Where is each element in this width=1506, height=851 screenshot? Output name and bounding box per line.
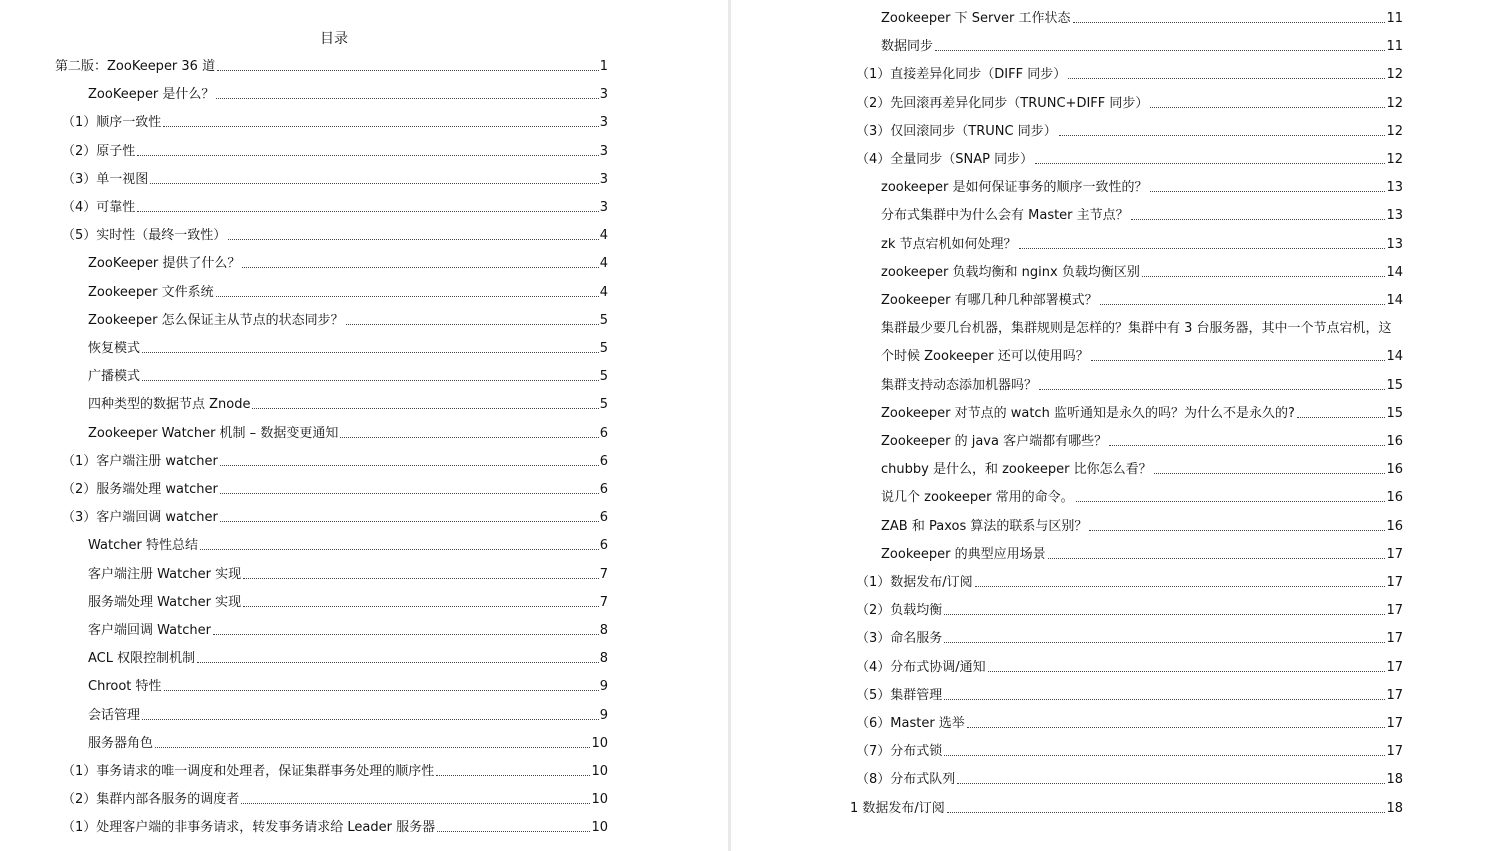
toc-entry-text: Zookeeper Watcher 机制 – 数据变更通知 bbox=[88, 425, 339, 441]
toc-page-number: 5 bbox=[599, 341, 608, 356]
toc-page-number: 17 bbox=[1386, 744, 1403, 760]
toc-entry[interactable] bbox=[850, 800, 1403, 818]
toc-entry[interactable] bbox=[88, 678, 608, 696]
toc-entry[interactable] bbox=[88, 425, 608, 443]
toc-entry[interactable] bbox=[856, 743, 1403, 761]
toc-dot-leader bbox=[252, 408, 598, 409]
toc-dot-leader bbox=[142, 719, 599, 720]
toc-entry[interactable] bbox=[88, 86, 608, 104]
toc-entry-text: ZooKeeper 是什么？ bbox=[88, 87, 215, 103]
toc-entry-text: zookeeper 是如何保证事务的顺序一致性的？ bbox=[881, 180, 1148, 196]
toc-page-number: 9 bbox=[599, 679, 608, 695]
toc-entry-text: （1）数据发布/订阅 bbox=[856, 575, 973, 590]
toc-entry-text: （2）集群内部各服务的调度者 bbox=[62, 792, 240, 808]
toc-dot-leader bbox=[242, 267, 598, 268]
toc-entry[interactable] bbox=[88, 255, 608, 273]
toc-entry[interactable] bbox=[62, 791, 608, 809]
toc-entry[interactable] bbox=[881, 377, 1403, 395]
toc-entry-text: （4）分布式协调/通知 bbox=[856, 659, 986, 675]
toc-entry[interactable] bbox=[856, 574, 1403, 592]
toc-entry-text: （3）命名服务 bbox=[856, 631, 943, 647]
toc-page-number: 10 bbox=[591, 764, 608, 779]
toc-dot-leader bbox=[213, 634, 599, 635]
toc-dot-leader bbox=[988, 671, 1386, 672]
toc-entry[interactable] bbox=[88, 396, 608, 414]
toc-dot-leader bbox=[1048, 558, 1386, 559]
toc-page-number: 5 bbox=[599, 369, 608, 385]
toc-page-number: 4 bbox=[599, 256, 608, 272]
toc-page-number: 8 bbox=[599, 651, 608, 667]
toc-entry[interactable] bbox=[856, 602, 1403, 620]
toc-entry[interactable] bbox=[62, 509, 608, 527]
toc-entry[interactable] bbox=[88, 622, 608, 640]
toc-entry[interactable] bbox=[881, 433, 1403, 451]
toc-page-number: 8 bbox=[599, 623, 608, 638]
toc-entry-text: （4）可靠性 bbox=[62, 200, 136, 215]
toc-page-number: 15 bbox=[1386, 405, 1403, 421]
toc-page-number: 12 bbox=[1386, 123, 1403, 139]
toc-entry-text: （2）先回滚再差异化同步（TRUNC+DIFF 同步） bbox=[856, 95, 1149, 111]
toc-dot-leader bbox=[1019, 248, 1386, 249]
toc-entry[interactable] bbox=[856, 659, 1403, 677]
toc-page-number: 14 bbox=[1386, 349, 1403, 365]
toc-entry-text: Watcher 特性总结 bbox=[88, 538, 198, 554]
toc-dot-leader bbox=[935, 50, 1385, 51]
toc-entry[interactable] bbox=[881, 405, 1403, 423]
toc-page-number: 12 bbox=[1386, 95, 1403, 111]
toc-entry[interactable] bbox=[88, 735, 608, 753]
toc-entry[interactable] bbox=[88, 650, 608, 668]
toc-page-number: 17 bbox=[1386, 575, 1403, 590]
toc-page-number: 17 bbox=[1386, 546, 1403, 562]
toc-page-number: 6 bbox=[599, 453, 608, 469]
toc-entry[interactable] bbox=[88, 537, 608, 555]
toc-entry-text: 服务端处理 Watcher 实现 bbox=[88, 594, 242, 610]
toc-entry-text: 四种类型的数据节点 Znode bbox=[88, 397, 251, 413]
toc-entry-text: （2）服务端处理 watcher bbox=[62, 482, 218, 497]
toc-entry[interactable] bbox=[62, 227, 608, 245]
toc-page-number: 4 bbox=[599, 284, 608, 300]
toc-entry[interactable] bbox=[881, 10, 1403, 28]
toc-page-number: 13 bbox=[1386, 208, 1403, 224]
toc-dot-leader bbox=[1076, 501, 1386, 502]
toc-page-number: 5 bbox=[599, 397, 608, 413]
toc-dot-leader bbox=[220, 493, 599, 494]
toc-entry-text: 会话管理 bbox=[88, 707, 141, 723]
toc-entry[interactable] bbox=[88, 594, 608, 612]
toc-page-number: 3 bbox=[599, 171, 608, 187]
toc-entry-text: 恢复模式 bbox=[88, 341, 141, 356]
toc-page-number: 10 bbox=[591, 735, 608, 751]
toc-page-left bbox=[0, 0, 728, 851]
toc-entry[interactable] bbox=[88, 340, 608, 358]
toc-page-number: 6 bbox=[599, 538, 608, 554]
toc-entry[interactable] bbox=[856, 715, 1403, 733]
toc-entry[interactable] bbox=[881, 489, 1403, 507]
toc-entry-text: （3）仅回滚同步（TRUNC 同步） bbox=[856, 123, 1057, 139]
toc-entry-text: chubby 是什么，和 zookeeper 比你怎么看？ bbox=[881, 462, 1152, 478]
toc-entry[interactable] bbox=[88, 368, 608, 386]
toc-entry-text: （2）负载均衡 bbox=[856, 603, 943, 619]
toc-dot-leader bbox=[947, 812, 1386, 813]
toc-entry-text: （6）Master 选举 bbox=[856, 716, 965, 731]
toc-entry-text: （1）事务请求的唯一调度和处理者，保证集群事务处理的顺序性 bbox=[62, 764, 435, 779]
toc-page-number: 9 bbox=[599, 707, 608, 723]
toc-dot-leader bbox=[142, 380, 599, 381]
toc-dot-leader bbox=[241, 803, 590, 804]
toc-entry[interactable] bbox=[881, 518, 1403, 536]
toc-entry[interactable] bbox=[856, 630, 1403, 648]
toc-dot-leader bbox=[164, 690, 599, 691]
toc-entry-text: Zookeeper 文件系统 bbox=[88, 284, 214, 300]
toc-entry-text: 集群支持动态添加机器吗？ bbox=[881, 377, 1038, 393]
toc-dot-leader bbox=[1068, 78, 1385, 79]
toc-dot-leader bbox=[217, 70, 599, 71]
toc-dot-leader bbox=[137, 155, 598, 156]
toc-dot-leader bbox=[163, 126, 598, 127]
toc-entry[interactable] bbox=[856, 66, 1403, 84]
toc-page-number: 1 bbox=[599, 59, 608, 74]
toc-dot-leader bbox=[437, 831, 590, 832]
toc-dot-leader bbox=[340, 437, 598, 438]
toc-entry-text: 客户端注册 Watcher 实现 bbox=[88, 566, 242, 582]
toc-dot-leader bbox=[944, 642, 1385, 643]
toc-page-number: 3 bbox=[599, 87, 608, 103]
toc-entry[interactable] bbox=[881, 461, 1403, 479]
toc-dot-leader bbox=[967, 727, 1386, 728]
toc-entry-text: （2）原子性 bbox=[62, 143, 136, 159]
toc-dot-leader bbox=[1073, 22, 1386, 23]
toc-entry-text[interactable]: 集群最少要几台机器，集群规则是怎样的？集群中有 3 台服务器，其中一个节点宕机，这 bbox=[881, 321, 1392, 337]
toc-entry-text: ZooKeeper 提供了什么？ bbox=[88, 256, 241, 272]
toc-dot-leader bbox=[944, 699, 1385, 700]
toc-entry-text: Zookeeper 对节点的 watch 监听通知是永久的吗？为什么不是永久的? bbox=[881, 405, 1295, 421]
toc-page-number: 11 bbox=[1386, 39, 1403, 55]
toc-entry-text: 1 数据发布/订阅 bbox=[850, 800, 945, 816]
toc-entry-text: 广播模式 bbox=[88, 369, 141, 385]
toc-entry-text: （1）顺序一致性 bbox=[62, 115, 162, 131]
toc-dot-leader bbox=[1091, 360, 1386, 361]
toc-entry[interactable] bbox=[62, 171, 608, 189]
toc-entry[interactable] bbox=[856, 687, 1403, 705]
toc-page-number: 14 bbox=[1386, 293, 1403, 308]
toc-page-number: 17 bbox=[1386, 687, 1403, 703]
toc-page-number: 3 bbox=[599, 200, 608, 215]
toc-entry-text: Zookeeper 下 Server 工作状态 bbox=[881, 11, 1071, 26]
toc-dot-leader bbox=[957, 783, 1385, 784]
toc-entry-text: 第二版：ZooKeeper 36 道 bbox=[55, 59, 216, 74]
toc-page-number: 16 bbox=[1386, 518, 1403, 534]
toc-entry-text: ZAB 和 Paxos 算法的联系与区别？ bbox=[881, 518, 1088, 534]
toc-entry-text: （1）处理客户端的非事务请求，转发事务请求给 Leader 服务器 bbox=[62, 820, 436, 836]
toc-entry-text: Zookeeper 的典型应用场景 bbox=[881, 546, 1046, 562]
toc-entry[interactable] bbox=[881, 38, 1403, 56]
toc-entry-text: Chroot 特性 bbox=[88, 679, 162, 695]
toc-dot-leader bbox=[150, 183, 598, 184]
toc-dot-leader bbox=[220, 465, 599, 466]
toc-dot-leader bbox=[142, 352, 599, 353]
toc-entry[interactable] bbox=[62, 763, 608, 781]
toc-page-number: 10 bbox=[591, 820, 608, 836]
toc-dot-leader bbox=[137, 211, 598, 212]
toc-entry-text: （3）单一视图 bbox=[62, 171, 149, 187]
toc-page-number: 5 bbox=[599, 312, 608, 328]
toc-entry-text: zk 节点宕机如何处理？ bbox=[881, 236, 1017, 252]
toc-page-number: 17 bbox=[1386, 603, 1403, 619]
toc-entry[interactable] bbox=[62, 143, 608, 161]
toc-page-number: 17 bbox=[1386, 631, 1403, 647]
toc-entry[interactable] bbox=[881, 348, 1403, 366]
toc-entry-text: （7）分布式锁 bbox=[856, 744, 943, 760]
toc-entry[interactable] bbox=[856, 151, 1403, 169]
toc-dot-leader bbox=[197, 662, 599, 663]
toc-dot-leader bbox=[346, 324, 599, 325]
toc-entry-text: （1）直接差异化同步（DIFF 同步） bbox=[856, 67, 1067, 83]
toc-entry[interactable] bbox=[881, 179, 1403, 197]
toc-page-number: 3 bbox=[599, 115, 608, 131]
toc-page-number: 11 bbox=[1386, 11, 1403, 26]
toc-entry[interactable] bbox=[856, 771, 1403, 789]
toc-dot-leader bbox=[1100, 304, 1386, 305]
toc-entry[interactable] bbox=[62, 114, 608, 132]
toc-dot-leader bbox=[1059, 135, 1386, 136]
toc-entry-text: 客户端回调 Watcher bbox=[88, 623, 211, 638]
toc-entry[interactable] bbox=[881, 292, 1403, 310]
toc-page-number: 12 bbox=[1386, 152, 1403, 167]
toc-entry-text: 数据同步 bbox=[881, 39, 934, 55]
toc-page-number: 13 bbox=[1386, 236, 1403, 252]
toc-page-number: 16 bbox=[1386, 434, 1403, 449]
toc-entry[interactable] bbox=[881, 546, 1403, 564]
toc-entry-text: Zookeeper 的 java 客户端都有哪些？ bbox=[881, 434, 1108, 449]
toc-page-number: 3 bbox=[599, 143, 608, 159]
toc-dot-leader bbox=[216, 296, 599, 297]
toc-title: 目录 bbox=[320, 31, 348, 47]
toc-page-number: 6 bbox=[599, 482, 608, 497]
toc-dot-leader bbox=[944, 755, 1385, 756]
toc-entry[interactable] bbox=[88, 284, 608, 302]
toc-entry[interactable] bbox=[856, 95, 1403, 113]
toc-entry-text: zookeeper 负载均衡和 nginx 负载均衡区别 bbox=[881, 264, 1140, 280]
toc-page-number: 17 bbox=[1386, 716, 1403, 731]
toc-dot-leader bbox=[1150, 191, 1386, 192]
toc-dot-leader bbox=[975, 586, 1386, 587]
toc-page-number: 12 bbox=[1386, 67, 1403, 83]
toc-entry-text: 说几个 zookeeper 常用的命令。 bbox=[881, 490, 1074, 506]
toc-dot-leader bbox=[200, 549, 599, 550]
toc-page-number: 18 bbox=[1386, 800, 1403, 816]
toc-dot-leader bbox=[1154, 473, 1386, 474]
toc-entry-text: ACL 权限控制机制 bbox=[88, 651, 196, 667]
toc-page-number: 14 bbox=[1386, 264, 1403, 280]
toc-page-number: 6 bbox=[599, 510, 608, 526]
toc-entry[interactable] bbox=[62, 199, 608, 217]
toc-dot-leader bbox=[220, 521, 599, 522]
toc-dot-leader bbox=[944, 614, 1385, 615]
toc-dot-leader bbox=[1131, 219, 1386, 220]
toc-dot-leader bbox=[1297, 417, 1386, 418]
toc-page-number: 6 bbox=[599, 425, 608, 441]
toc-page-number: 13 bbox=[1386, 180, 1403, 196]
toc-entry-text: Zookeeper 怎么保证主从节点的状态同步？ bbox=[88, 312, 344, 328]
toc-entry[interactable] bbox=[62, 481, 608, 499]
toc-entry-text: Zookeeper 有哪几种几种部署模式？ bbox=[881, 293, 1098, 308]
toc-dot-leader bbox=[436, 775, 590, 776]
toc-entry-text: （1）客户端注册 watcher bbox=[62, 453, 218, 469]
toc-entry[interactable] bbox=[881, 207, 1403, 225]
toc-dot-leader bbox=[228, 239, 598, 240]
toc-dot-leader bbox=[155, 747, 590, 748]
toc-entry[interactable] bbox=[881, 236, 1403, 254]
toc-page-number: 18 bbox=[1386, 772, 1403, 788]
toc-dot-leader bbox=[1150, 107, 1385, 108]
toc-dot-leader bbox=[1109, 445, 1385, 446]
toc-entry-text: 个时候 Zookeeper 还可以使用吗？ bbox=[881, 349, 1089, 365]
toc-page-number: 7 bbox=[599, 594, 608, 610]
toc-entry-text: （4）全量同步（SNAP 同步） bbox=[856, 152, 1034, 167]
toc-page-right bbox=[731, 0, 1506, 851]
toc-entry[interactable] bbox=[88, 312, 608, 330]
toc-entry-text: （5）集群管理 bbox=[856, 687, 943, 703]
toc-page-number: 7 bbox=[599, 566, 608, 582]
toc-entry[interactable] bbox=[88, 566, 608, 584]
toc-entry-text: （3）客户端回调 watcher bbox=[62, 510, 218, 526]
toc-entry[interactable] bbox=[88, 707, 608, 725]
toc-dot-leader bbox=[1089, 530, 1385, 531]
toc-page-number: 15 bbox=[1386, 377, 1403, 393]
toc-entry[interactable] bbox=[881, 264, 1403, 282]
toc-entry-text: （5）实时性（最终一致性） bbox=[62, 228, 227, 244]
toc-page-number: 16 bbox=[1386, 462, 1403, 478]
toc-page-number: 17 bbox=[1386, 659, 1403, 675]
toc-page-number: 4 bbox=[599, 228, 608, 244]
toc-entry-text: 分布式集群中为什么会有 Master 主节点？ bbox=[881, 208, 1129, 224]
toc-dot-leader bbox=[1035, 163, 1385, 164]
toc-page-number: 10 bbox=[591, 792, 608, 808]
toc-entry[interactable] bbox=[62, 819, 608, 837]
toc-dot-leader bbox=[1142, 276, 1386, 277]
toc-page-number: 16 bbox=[1386, 490, 1403, 506]
toc-entry[interactable] bbox=[55, 58, 608, 76]
toc-dot-leader bbox=[216, 98, 598, 99]
toc-dot-leader bbox=[1039, 389, 1385, 390]
toc-entry[interactable] bbox=[62, 453, 608, 471]
toc-dot-leader bbox=[243, 578, 599, 579]
toc-entry-text: 服务器角色 bbox=[88, 735, 154, 751]
toc-entry-text: （8）分布式队列 bbox=[856, 772, 956, 788]
toc-entry[interactable] bbox=[856, 123, 1403, 141]
toc-dot-leader bbox=[243, 606, 599, 607]
